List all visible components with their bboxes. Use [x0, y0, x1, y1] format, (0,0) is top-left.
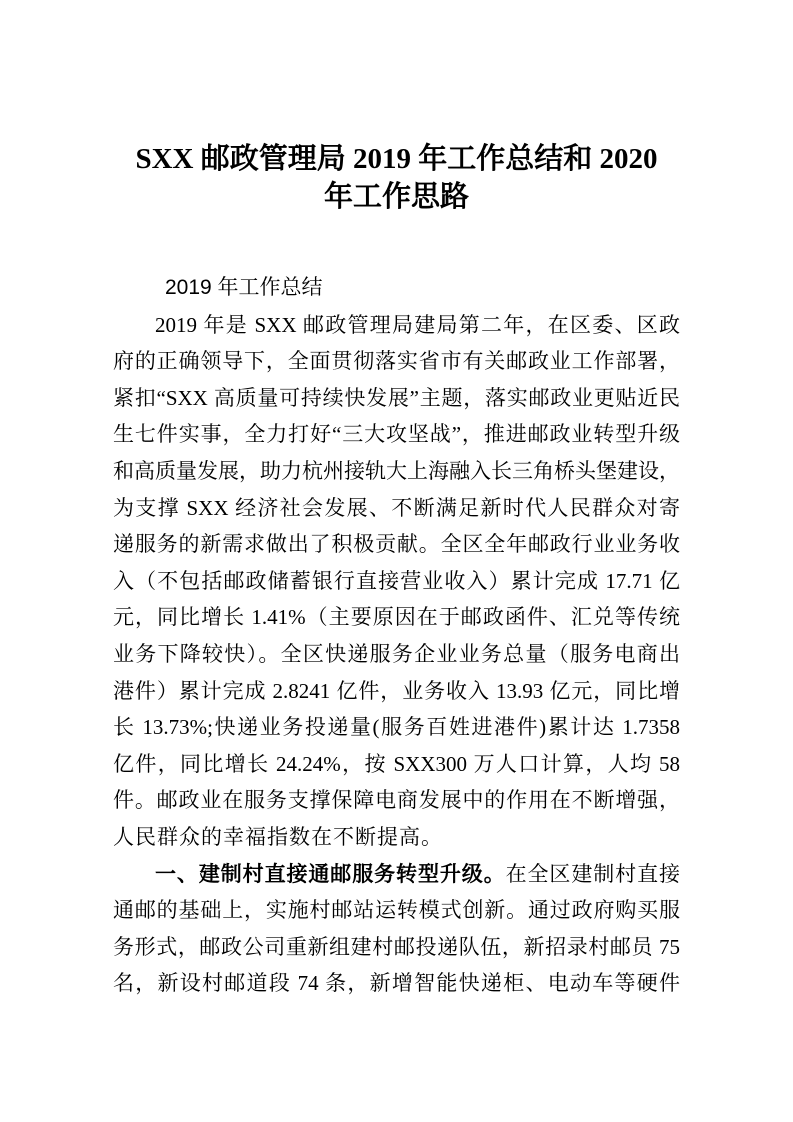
para2-heading-bold: 一、建制村直接通邮服务转型升级。: [155, 861, 506, 886]
para1-line-14: 件。邮政业在服务支撑保障电商发展中的作用在不断增强，: [113, 788, 680, 813]
para2-line-4: 名，新设村邮道段 74 条，新增智能快递柜、电动车等硬件: [113, 971, 680, 996]
para2-line-3: 务形式，邮政公司重新组建村邮投递队伍，新招录村邮员 75: [113, 934, 680, 959]
para1-line-2: 府的正确领导下，全面贯彻落实省市有关邮政业工作部署，: [113, 349, 680, 374]
para1-line-3: 紧扣“SXX 高质量可持续快发展”主题，落实邮政业更贴近民: [113, 385, 680, 410]
para1-line-15: 人民群众的幸福指数在不断提高。: [113, 824, 443, 849]
para2-line-1: [113, 856, 680, 893]
section-heading: 2019 年工作总结: [165, 276, 323, 299]
para1-line-7: 递服务的新需求做出了积极贡献。全区全年邮政行业业务收: [113, 532, 680, 557]
para1-line-10: 业务下降较快）。全区快递服务企业业务总量（服务电商出: [113, 641, 680, 666]
para1-line-9: 元，同比增长 1.41%（主要原因在于邮政函件、汇兑等传统: [113, 605, 680, 630]
para1-line-13: 亿件，同比增长 24.24%，按 SXX300 万人口计算，人均 58: [113, 751, 680, 776]
para1-line-5: 和高质量发展，助力杭州接轨大上海融入长三角桥头堡建设，: [113, 458, 680, 483]
para1-line-4: 生七件实事，全力打好“三大攻坚战”，推进邮政业转型升级: [113, 422, 680, 447]
para2-line-2: 通邮的基础上，实施村邮站运转模式创新。通过政府购买服: [113, 898, 680, 923]
para1-line-1: 2019 年是 SXX 邮政管理局建局第二年，在区委、区政: [155, 312, 680, 337]
para2-line-1-rest: 在全区建制村直接: [505, 861, 680, 886]
para1-line-6: 为支撑 SXX 经济社会发展、不断满足新时代人民群众对寄: [113, 495, 680, 520]
document-body: [113, 270, 680, 1002]
para1-line-12: 长 13.73%;快递业务投递量(服务百姓进港件)累计达 1.7358: [113, 715, 680, 740]
title-line-2: 年工作思路: [323, 181, 469, 213]
title-line-1: SXX 邮政管理局 2019 年工作总结和 2020: [135, 143, 658, 175]
document-title: [113, 140, 680, 216]
para1-line-8: 入（不包括邮政储蓄银行直接营业收入）累计完成 17.71 亿: [113, 568, 680, 593]
para1-line-11: 港件）累计完成 2.8241 亿件，业务收入 13.93 亿元，同比增: [113, 678, 680, 703]
